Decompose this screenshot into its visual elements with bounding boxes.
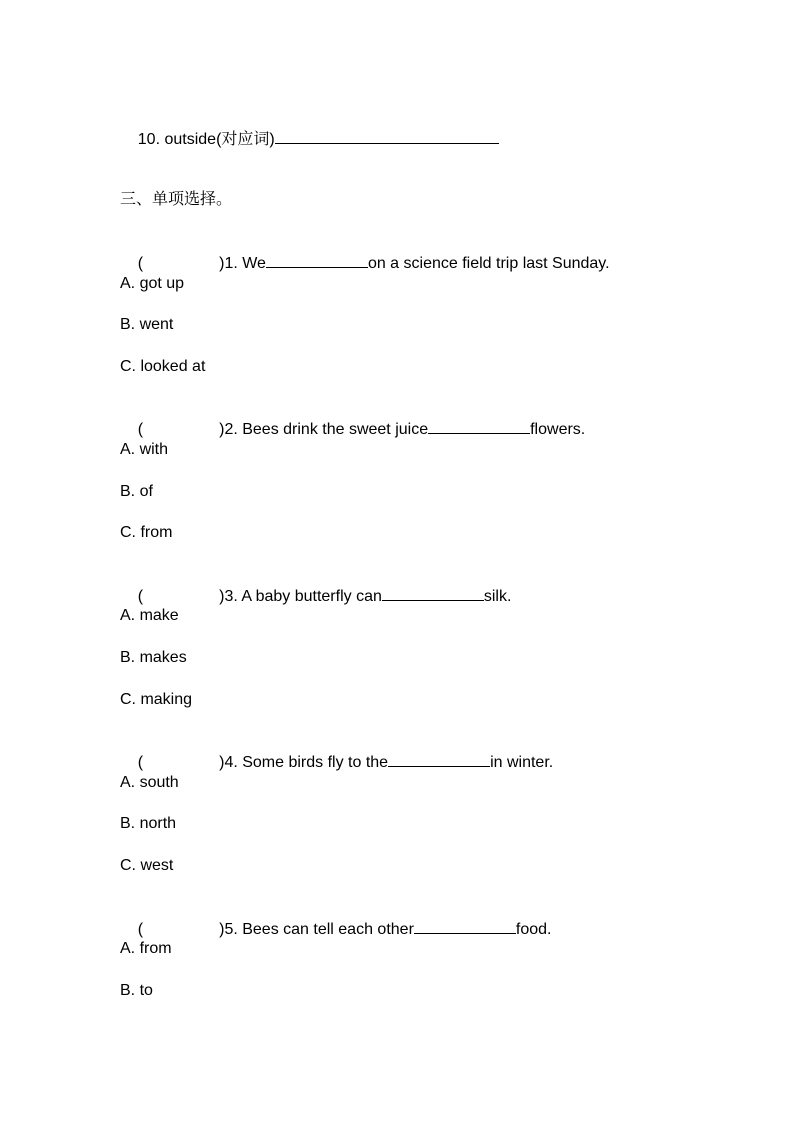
fill-item-label: 10. outside(对应词) <box>137 131 275 148</box>
question-prefix: )4. Some birds fly to the <box>219 754 389 771</box>
option-4a: A. south <box>120 774 179 791</box>
option-2b: B. of <box>120 483 153 500</box>
answer-blank[interactable] <box>275 128 499 144</box>
option-3c: C. making <box>120 691 193 708</box>
answer-blank[interactable] <box>414 918 516 934</box>
question-suffix: silk. <box>483 588 512 605</box>
answer-blank[interactable] <box>266 252 368 268</box>
question-suffix: flowers. <box>530 421 586 438</box>
option-3a: A. make <box>120 607 179 624</box>
question-prefix: )5. Bees can tell each other <box>219 921 414 938</box>
open-paren: ( <box>137 255 144 272</box>
open-paren: ( <box>137 588 144 605</box>
option-2a: A. with <box>120 441 169 458</box>
section-heading: 三、单项选择。 <box>120 191 233 208</box>
question-suffix: in winter. <box>490 754 554 771</box>
question-5 <box>120 898 551 960</box>
option-4b: B. north <box>120 815 177 832</box>
question-suffix: food. <box>515 921 552 938</box>
option-1c: C. looked at <box>120 358 206 375</box>
open-paren: ( <box>137 921 144 938</box>
answer-blank[interactable] <box>382 585 484 601</box>
question-prefix: )3. A baby butterfly can <box>219 588 382 605</box>
fill-item-10 <box>120 108 499 170</box>
option-1a: A. got up <box>120 275 185 292</box>
question-1 <box>120 232 610 294</box>
option-4c: C. west <box>120 857 174 874</box>
question-suffix: on a science field trip last Sunday. <box>367 255 610 272</box>
answer-blank[interactable] <box>428 418 530 434</box>
question-prefix: )1. We <box>219 255 266 272</box>
option-5b: B. to <box>120 982 153 999</box>
option-2c: C. from <box>120 524 173 541</box>
open-paren: ( <box>137 421 144 438</box>
question-2 <box>120 398 585 460</box>
option-1b: B. went <box>120 316 174 333</box>
open-paren: ( <box>137 754 144 771</box>
option-3b: B. makes <box>120 649 187 666</box>
question-prefix: )2. Bees drink the sweet juice <box>219 421 429 438</box>
question-4 <box>120 731 553 793</box>
option-5a: A. from <box>120 940 172 957</box>
answer-blank[interactable] <box>388 751 490 767</box>
